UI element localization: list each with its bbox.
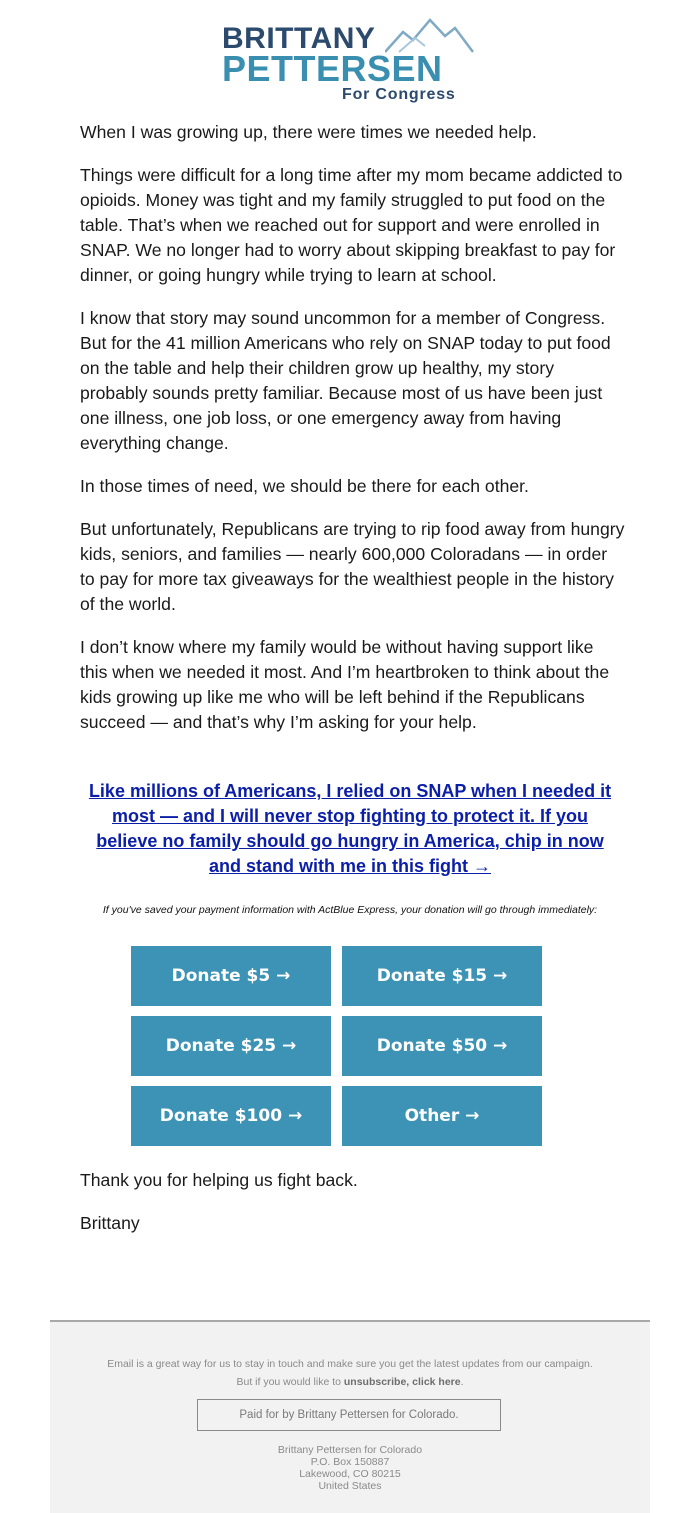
closing (80, 1168, 625, 1254)
footer-line1: Email is a great way for us to stay in touch and make sure you get the latest updates from our campaign. (107, 1358, 593, 1370)
logo-line2: PETTERSEN (222, 48, 443, 89)
body-paragraph: Things were difficult for a long time after my mom became addicted to opioids. Money was tight and my family struggled to put food on the table. That’s when we reached out for support and were enrolled in SNAP. We no longer had to worry about skipping breakfast to pay for dinner, or going hungry while trying to learn at school. (80, 165, 623, 285)
donate-other-button[interactable]: Other → (342, 1086, 542, 1146)
donate-5-button[interactable]: Donate $5 → (131, 946, 331, 1006)
unsubscribe-link[interactable]: unsubscribe, click here (343, 1376, 461, 1388)
logo-line3: For Congress (342, 86, 456, 103)
donate-cta-link[interactable]: Like millions of Americans, I relied on SNAP when I needed it most — and I will never stop fighting to protect it. If you believe no family should go hungry in America, chip in now and stand with me in this fight → (88, 781, 612, 876)
logo-line1: BRITTANY (222, 22, 376, 55)
donate-15-button[interactable]: Donate $15 → (342, 946, 542, 1006)
body-paragraph: I know that story may sound uncommon for a member of Congress. But for the 41 million Americans who rely on SNAP today to put food on the table and help their children grow up healthy, my story probably sounds pretty familiar. Because most of us have been just one illness, one job loss, or one emergency away from having everything change. (80, 308, 611, 453)
footer (50, 1320, 650, 1513)
address-line: P.O. Box 150887 (310, 1456, 390, 1468)
footer-message (50, 1355, 650, 1391)
thanks-text: Thank you for helping us fight back. (80, 1170, 358, 1190)
body-paragraph: I don’t know where my family would be without having support like this when we needed it most. And I’m heartbroken to think about the kids growing up like me who will be left behind if the Republicans succeed — and that’s why I’m asking for your help. (80, 637, 610, 732)
address-line: United States (318, 1480, 382, 1492)
address-line: Lakewood, CO 80215 (299, 1468, 401, 1480)
footer-line2 (50, 1373, 650, 1391)
campaign-logo (222, 18, 482, 108)
body-paragraph: But unfortunately, Republicans are trying to rip food away from hungry kids, seniors, and families — nearly 600,000 Coloradans — in order to pay for more tax giveaways for the wealthiest people in the history of the world. (80, 519, 625, 614)
body-paragraph: In those times of need, we should be there for each other. (80, 476, 529, 496)
email-body (80, 120, 625, 753)
body-paragraph: When I was growing up, there were times we needed help. (80, 122, 537, 142)
mailing-address (50, 1444, 650, 1492)
donate-50-button[interactable]: Donate $50 → (342, 1016, 542, 1076)
signature: Brittany (80, 1213, 140, 1233)
donate-25-button[interactable]: Donate $25 → (131, 1016, 331, 1076)
donate-100-button[interactable]: Donate $100 → (131, 1086, 331, 1146)
paid-for-box: Paid for by Brittany Pettersen for Colorado. (197, 1399, 501, 1431)
mountain-icon (385, 18, 475, 54)
footer-line2-suffix: . (460, 1376, 464, 1388)
address-line: Brittany Pettersen for Colorado (277, 1444, 423, 1456)
actblue-note: If you've saved your payment information with ActBlue Express, your donation will go through immediately: (102, 904, 598, 916)
footer-line2-prefix: But if you would like to (236, 1376, 344, 1388)
